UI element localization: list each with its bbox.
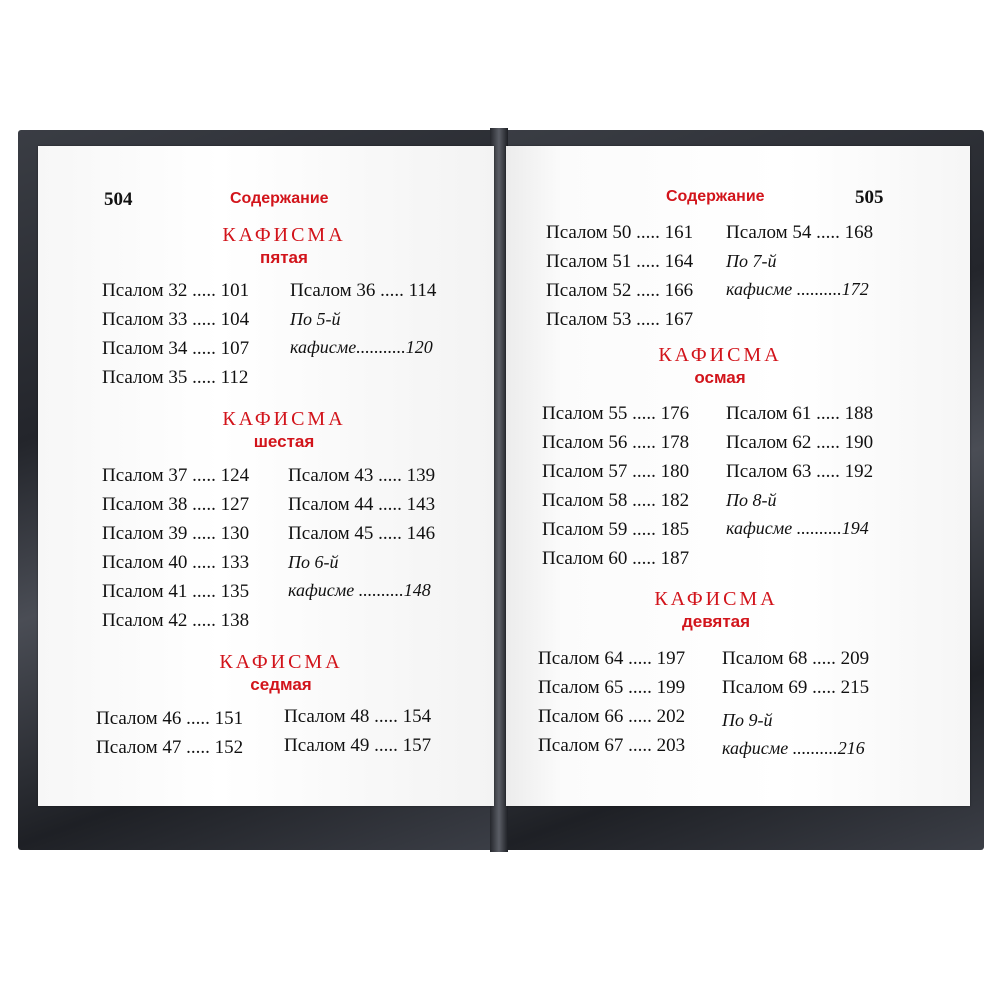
psalm-entry: Псалом 49 ..... 157: [284, 735, 432, 756]
psalm-entry: Псалом 43 ..... 139: [288, 465, 436, 486]
entries-column: [284, 702, 431, 760]
psalm-entry: Псалом 50 ..... 161: [546, 222, 694, 243]
psalm-entry: Псалом 65 ..... 199: [538, 677, 686, 698]
entries-column: [726, 218, 873, 303]
psalm-entry: Псалом 66 ..... 202: [538, 706, 686, 727]
psalm-entry: Псалом 68 ..... 209: [722, 648, 870, 669]
kathisma-ordinal: пятая: [260, 248, 308, 267]
psalm-entry: Псалом 63 ..... 192: [726, 461, 874, 482]
psalm-entry: Псалом 39 ..... 130: [102, 523, 250, 544]
entries-column: [102, 276, 249, 392]
psalm-entry: Псалом 40 ..... 133: [102, 552, 250, 573]
entries-column: [542, 399, 689, 573]
entries-column: [96, 704, 243, 762]
psalm-entry: Псалом 67 ..... 203: [538, 735, 686, 756]
closing-entry: По 9-й: [722, 710, 773, 730]
psalm-entry: Псалом 32 ..... 101: [102, 280, 250, 301]
psalm-entry: Псалом 46 ..... 151: [96, 708, 244, 729]
kathisma-ordinal: седмая: [250, 675, 312, 694]
page-number: 505: [855, 187, 884, 208]
kathisma-ordinal: осмая: [694, 368, 746, 387]
entries-column: [102, 461, 249, 635]
closing-entry: кафисме...........120: [290, 337, 433, 357]
psalm-entry: Псалом 36 ..... 114: [290, 280, 437, 301]
closing-entry: По 5-й: [290, 309, 341, 329]
kathisma-heading: КАФИСМА: [658, 344, 782, 366]
kathisma-heading: КАФИСМА: [222, 224, 346, 246]
psalm-entry: Псалом 33 ..... 104: [102, 309, 250, 330]
closing-entry: По 8-й: [726, 490, 777, 510]
closing-entry: кафисме ..........148: [288, 580, 431, 600]
entries-column: [288, 461, 435, 604]
psalm-entry: Псалом 69 ..... 215: [722, 677, 870, 698]
psalm-entry: Псалом 34 ..... 107: [102, 338, 250, 359]
right-page: [506, 146, 970, 806]
closing-entry: кафисме ..........216: [722, 738, 865, 758]
kathisma-heading: КАФИСМА: [654, 588, 778, 610]
psalm-entry: Псалом 55 ..... 176: [542, 403, 690, 424]
psalm-entry: Псалом 62 ..... 190: [726, 432, 874, 453]
psalm-entry: Псалом 47 ..... 152: [96, 737, 244, 758]
kathisma-ordinal: девятая: [681, 612, 751, 631]
psalm-entry: Псалом 35 ..... 112: [102, 367, 249, 388]
psalm-entry: Псалом 41 ..... 135: [102, 581, 250, 602]
psalm-entry: Псалом 61 ..... 188: [726, 403, 874, 424]
kathisma-ordinal: шестая: [253, 432, 315, 451]
psalm-entry: Псалом 45 ..... 146: [288, 523, 436, 544]
psalm-entry: Псалом 58 ..... 182: [542, 490, 690, 511]
left-page: [38, 146, 494, 806]
psalm-entry: Псалом 56 ..... 178: [542, 432, 690, 453]
entries-column: [290, 276, 436, 361]
psalm-entry: Псалом 37 ..... 124: [102, 465, 250, 486]
entries-column: [538, 644, 685, 760]
page-header: Содержание: [230, 190, 329, 207]
psalm-entry: Псалом 38 ..... 127: [102, 494, 250, 515]
psalm-entry: Псалом 57 ..... 180: [542, 461, 690, 482]
psalm-entry: Псалом 42 ..... 138: [102, 610, 250, 631]
kathisma-heading: КАФИСМА: [222, 408, 346, 430]
page-header: Содержание: [666, 188, 765, 205]
closing-entry: По 6-й: [288, 552, 339, 572]
page-number: 504: [104, 189, 133, 210]
entries-column: [722, 644, 869, 762]
kathisma-heading: КАФИСМА: [219, 651, 343, 673]
closing-entry: кафисме ..........194: [726, 518, 869, 538]
entries-column: [726, 399, 873, 542]
psalm-entry: Псалом 59 ..... 185: [542, 519, 690, 540]
psalm-entry: Псалом 53 ..... 167: [546, 309, 694, 330]
psalm-entry: Псалом 52 ..... 166: [546, 280, 694, 301]
psalm-entry: Псалом 51 ..... 164: [546, 251, 694, 272]
closing-entry: По 7-й: [726, 251, 777, 271]
psalm-entry: Псалом 60 ..... 187: [542, 548, 690, 569]
psalm-entry: Псалом 64 ..... 197: [538, 648, 686, 669]
psalm-entry: Псалом 54 ..... 168: [726, 222, 874, 243]
closing-entry: кафисме ..........172: [726, 279, 869, 299]
psalm-entry: Псалом 48 ..... 154: [284, 706, 432, 727]
psalm-entry: Псалом 44 ..... 143: [288, 494, 436, 515]
entries-column: [546, 218, 693, 334]
